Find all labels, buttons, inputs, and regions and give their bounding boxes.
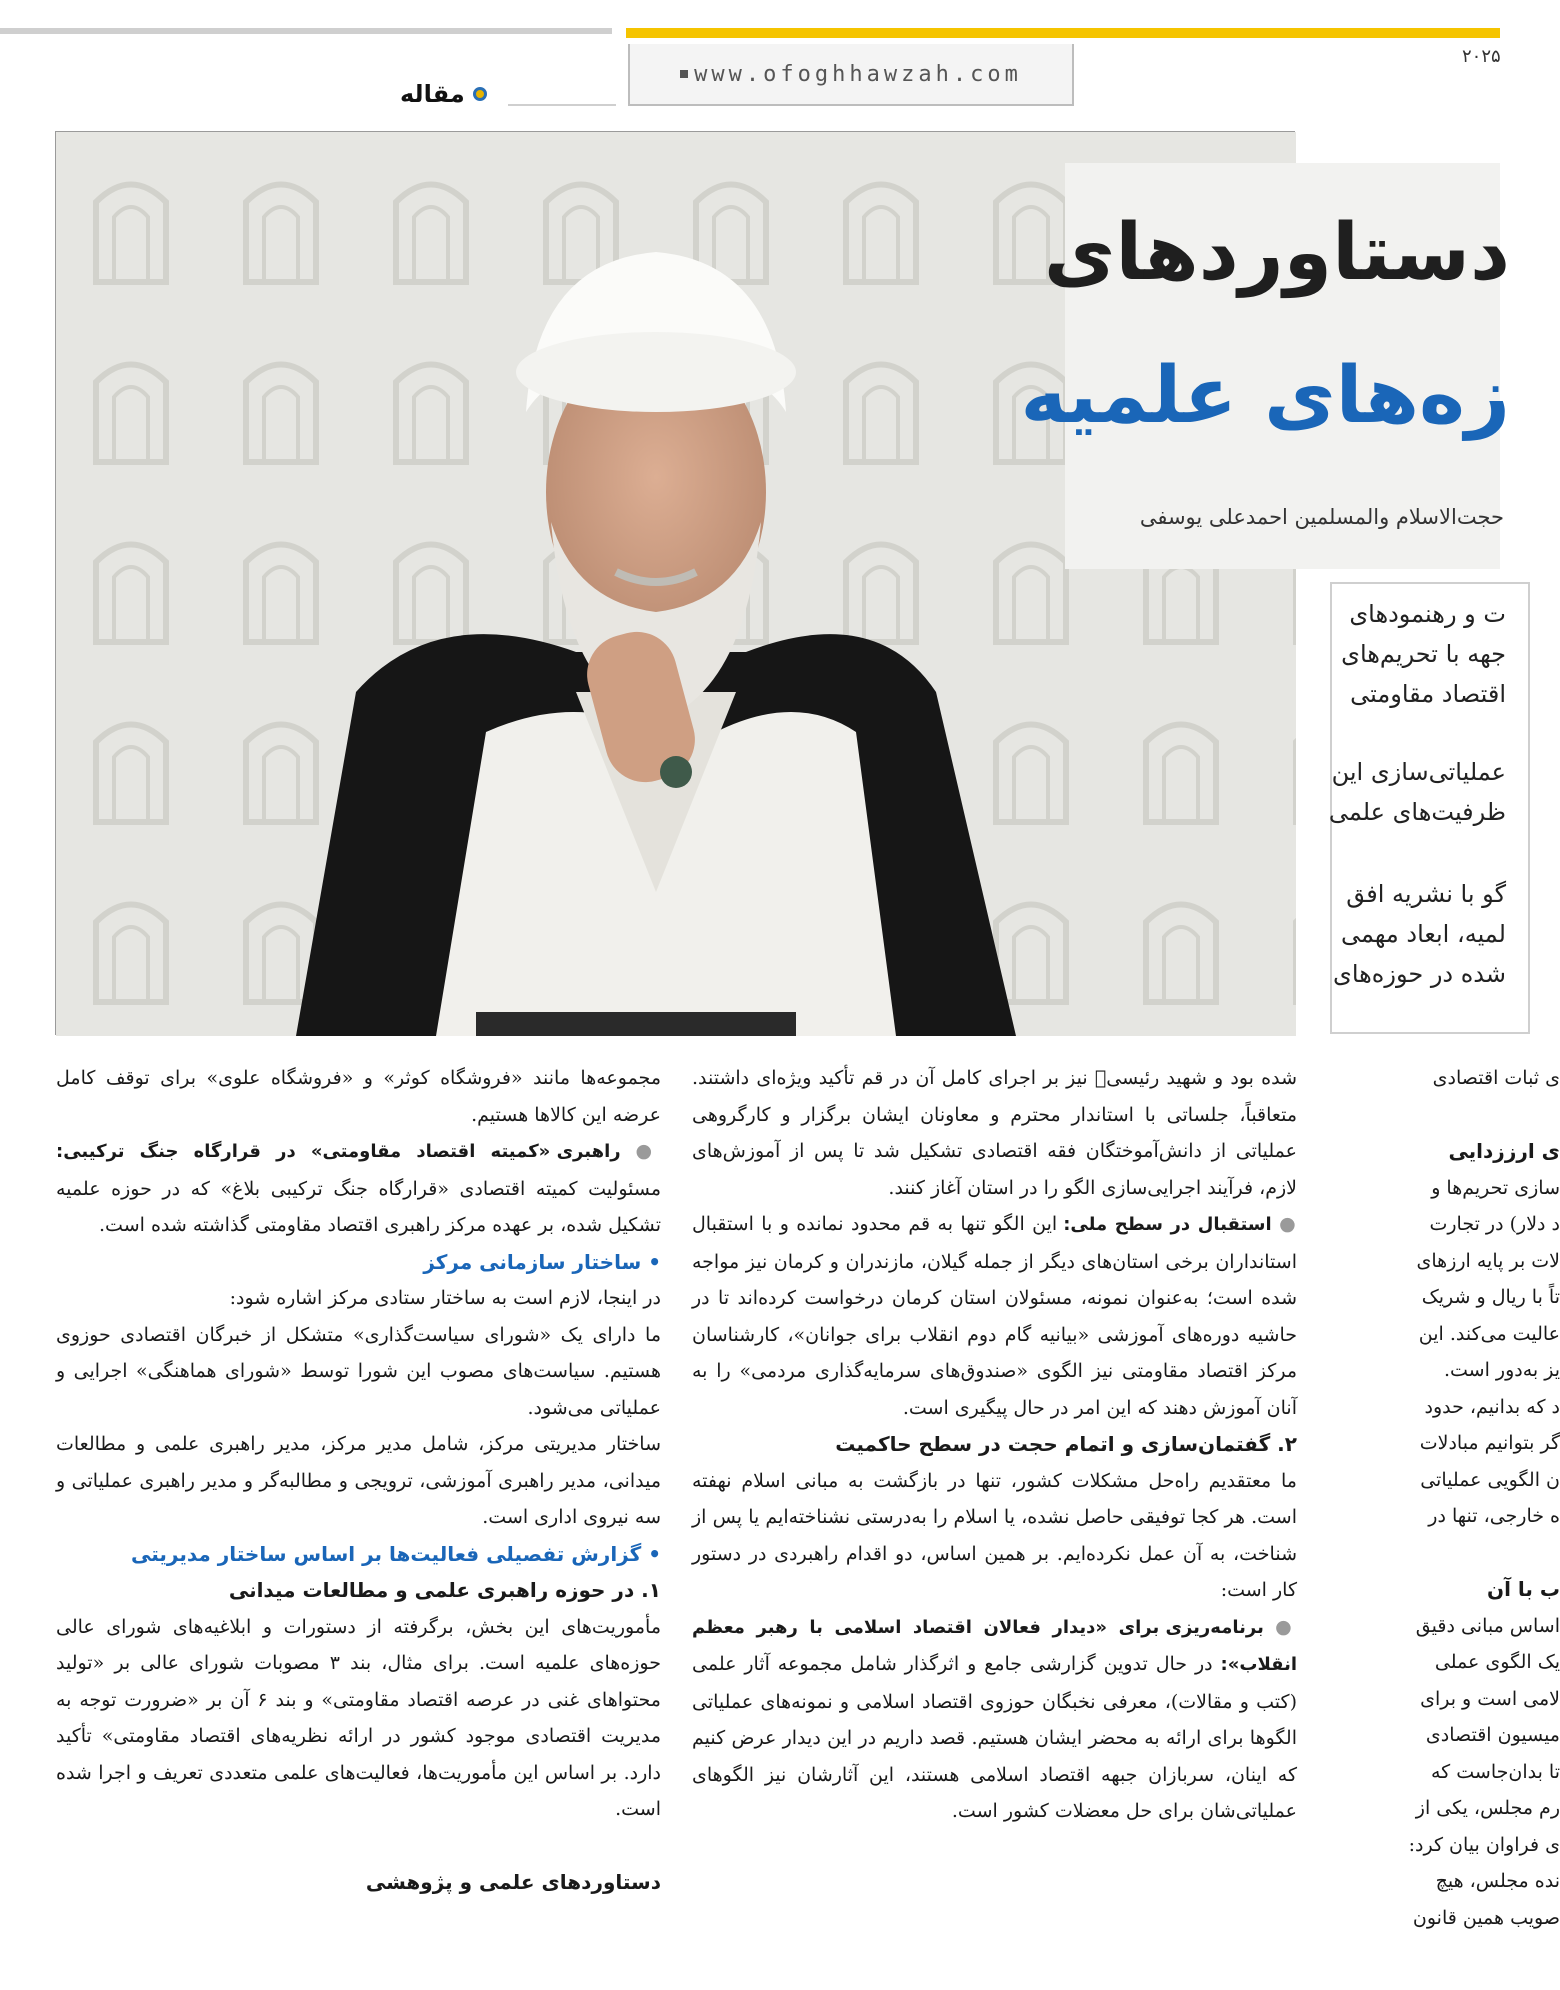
- lead-box: [1330, 582, 1530, 1034]
- title-panel: [1020, 163, 1510, 569]
- paragraph: عالیت می‌کند. این: [1418, 1322, 1560, 1345]
- paragraph: یک الگوی عملی: [1434, 1651, 1560, 1673]
- paragraph: ساختار مدیریتی مرکز، شامل مدیر مرکز، مدیر راهبری علمی و مطالعات میدانی، مدیر راهبری آموزشی، ترویجی و مطالبه‌گر و مدیر راهبری عملیاتی و سه نیروی اداری است.: [56, 1433, 661, 1528]
- paragraph-lead: برنامه‌ریزی برای «دیدار فعالان اقتصاد اسلامی با رهبر معظم انقلاب»:: [692, 1616, 1297, 1675]
- lead-paragraph-3: [1333, 874, 1506, 994]
- paragraph: د که بدانیم، حدود: [1424, 1395, 1560, 1418]
- spacer: [1330, 1097, 1560, 1134]
- paragraph: [692, 1206, 1297, 1426]
- paragraph: لات بر پایه ارزهای: [1416, 1249, 1560, 1272]
- paragraph: مأموریت‌های این بخش، برگرفته از دستورات و ابلاغیه‌های شورای عالی حوزه‌های علمیه است. برای مثال، بند ۳ مصوبات شورای عالی بر «تولید محتواهای غنی در عرصه اقتصاد مقاومتی» و بند ۶ آن بر «ضرورت توجه به مدیریت اقتصادی موجود کشور در ارائه نظریه‌های اقتصاد مقاومتی» تأکید دارد. بر اساس این مأموریت‌ها، فعالیت‌های علمی متعددی تعریف و اجرا شده است.: [56, 1615, 661, 1820]
- paragraph: ن الگویی عملیاتی: [1420, 1468, 1560, 1491]
- website-url-box: [628, 44, 1074, 106]
- lead-line: لمیه، ابعاد مهمی: [1340, 920, 1506, 948]
- top-rule-gray: [0, 28, 612, 34]
- website-url: www.ofoghhawzah.com: [694, 61, 1022, 87]
- paragraph: لامی است و برای: [1420, 1687, 1560, 1710]
- lead-line: شده در حوزه‌های: [1333, 960, 1506, 988]
- paragraph: [56, 1133, 661, 1244]
- subheading: • ساختار سازمانی مرکز: [423, 1249, 661, 1274]
- paragraph: شده بود و شهید رئیسی﷫ نیز بر اجرای کامل آن در قم تأکید ویژه‌ای داشتند. متعاقباً، جلساتی با استاندار محترم و معاونان ایشان برگزار و کارگروهی عملیاتی از دانش‌آموختگان فقه اقتصادی تشکیل شد تا پس از آموزش‌های لازم، فرآیند اجرایی‌سازی الگو را در استان آغاز کنند.: [692, 1067, 1297, 1199]
- paragraph: اساس مبانی دقیق: [1415, 1614, 1560, 1637]
- spacer: [56, 1828, 661, 1865]
- paragraph: ما معتقدیم راه‌حل مشکلات کشور، تنها در بازگشت به مبانی اسلام نهفته است. هر کجا توفیقی حاصل نشده، یا اسلام را به‌درستی نشناخته‌ایم یا پس از شناخت، به آن عمل نکرده‌ایم. بر همین اساس، دو اقدام راهبردی در دستور کار است:: [692, 1469, 1297, 1601]
- paragraph: [692, 1609, 1297, 1830]
- bullet-dot-icon: ●: [1263, 1615, 1297, 1638]
- top-rule-yellow: [626, 28, 1500, 38]
- article-column-left: [56, 1060, 661, 1990]
- paragraph: میسیون اقتصادی: [1425, 1724, 1560, 1746]
- lead-line: گو با نشریه افق: [1346, 880, 1506, 908]
- spacer: [1330, 1535, 1560, 1572]
- paragraph-body: در حال تدوین گزارشی جامع و اثرگذار شامل مجموعه آثار علمی (کتب و مقالات)، معرفی نخبگان حوزوی اقتصاد اسلامی و نمونه‌های عملیاتی الگوها برای ارائه به محضر ایشان هستیم. قصد داریم در این دیدار عرض کنیم که اینان، سربازان جبهه اقتصاد اسلامی هستند، این آثارشان نیز الگوهای عملیاتی‌شان برای حل معضلات کشور است.: [692, 1653, 1297, 1822]
- subheading: ب با آن: [1487, 1577, 1560, 1601]
- bullet-dot-icon: ●: [620, 1140, 661, 1162]
- headline-line-1: دستاوردهای: [1043, 208, 1510, 298]
- paragraph: د دلار) در تجارت: [1429, 1213, 1560, 1235]
- lead-line: عملیاتی‌سازی این: [1331, 758, 1506, 786]
- lead-line: ظرفیت‌های علمی: [1328, 798, 1506, 826]
- headline-line-2: زه‌های علمیه: [1020, 351, 1510, 441]
- paragraph: تاً با ریال و شریک: [1421, 1286, 1560, 1308]
- subheading: دستاوردهای علمی و پژوهشی: [365, 1870, 661, 1894]
- article-column-right: [1330, 1060, 1560, 1990]
- paragraph-lead: استقبال در سطح ملی:: [1063, 1214, 1272, 1235]
- paragraph: یز به‌دور است.: [1443, 1359, 1560, 1381]
- section-bullet-icon: [473, 87, 487, 101]
- lead-line: ت و رهنمودهای: [1349, 600, 1506, 628]
- paragraph-lead: راهبری «کمیته اقتصاد مقاومتی» در قرارگاه جنگ ترکیبی:: [56, 1141, 621, 1162]
- paragraph: سازی تحریم‌ها و: [1431, 1176, 1560, 1199]
- lead-paragraph-2: [1329, 752, 1506, 832]
- subheading: ۱. در حوزه راهبری علمی و مطالعات میدانی: [228, 1578, 661, 1602]
- bullet-dot-icon: ●: [1271, 1213, 1297, 1235]
- paragraph-body: مسئولیت کمیته اقتصادی «قرارگاه جنگ ترکیبی بلاغ» که در حوزه علمیه تشکیل شده، بر عهده مرکز راهبری اقتصاد مقاومتی گذاشته شده است.: [56, 1177, 661, 1236]
- paragraph: گر بتوانیم مبادلات: [1419, 1432, 1560, 1454]
- paragraph-body: این الگو تنها به قم محدود نمانده و با استقبال استانداران برخی استان‌های دیگر از جمله گیلان، مازندران و کرمان نیز مواجه شده است؛ به‌عنوان نمونه، مسئولان استان کرمان درخواست کرده‌اند تا در حاشیه دوره‌های آموزشی «بیانیه گام دوم انقلاب برای جوانان»، کارشناسان مرکز اقتصاد مقاومتی نیز الگوی «صندوق‌های سرمایه‌گذاری مردمی» را به آنان آموزش دهند که این امر در حال پیگیری است.: [692, 1213, 1297, 1419]
- lead-line: جهه با تحریم‌های: [1341, 640, 1506, 668]
- section-label: [400, 80, 487, 108]
- paragraph: صویب همین قانون: [1412, 1906, 1560, 1929]
- subheading: • گزارش تفصیلی فعالیت‌ها بر اساس ساختار مدیریتی: [130, 1541, 661, 1566]
- paragraph: ه خارجی، تنها در: [1428, 1505, 1560, 1527]
- paragraph: تا بدان‌جاست که: [1431, 1760, 1560, 1783]
- paragraph: مجموعه‌ها مانند «فروشگاه کوثر» و «فروشگاه علوی» برای توقف کامل عرضه این کالاها هستیم.: [56, 1067, 661, 1126]
- paragraph: نده مجلس، هیچ: [1435, 1870, 1560, 1892]
- subheading: ۲. گفتمان‌سازی و اتمام حجت در سطح حاکمیت: [835, 1432, 1297, 1456]
- author-byline: حجت‌الاسلام والمسلمین احمدعلی یوسفی: [1139, 505, 1504, 529]
- lead-line: اقتصاد مقاومتی: [1350, 680, 1506, 708]
- subheading: ی ارززدایی: [1448, 1139, 1560, 1163]
- lead-paragraph-1: [1341, 594, 1506, 714]
- section-label-text: مقاله: [400, 80, 465, 108]
- paragraph: ما دارای یک «شورای سیاست‌گذاری» متشکل از خبرگان اقتصادی حوزوی هستیم. سیاست‌های مصوب این شورا توسط «شورای هماهنگی» اجرایی و عملیاتی می‌شود.: [56, 1323, 661, 1419]
- url-square-icon: [680, 70, 688, 78]
- paragraph: ی فراوان بیان کرد:: [1408, 1833, 1560, 1856]
- page-number: ۲۰۲۵: [1462, 46, 1501, 67]
- paragraph: رم مجلس، یکی از: [1415, 1797, 1560, 1819]
- paragraph: ی ثبات اقتصادی: [1432, 1067, 1560, 1089]
- section-rule: [508, 104, 616, 106]
- article-column-middle: [692, 1060, 1297, 1990]
- paragraph: در اینجا، لازم است به ساختار ستادی مرکز اشاره شود:: [229, 1287, 661, 1309]
